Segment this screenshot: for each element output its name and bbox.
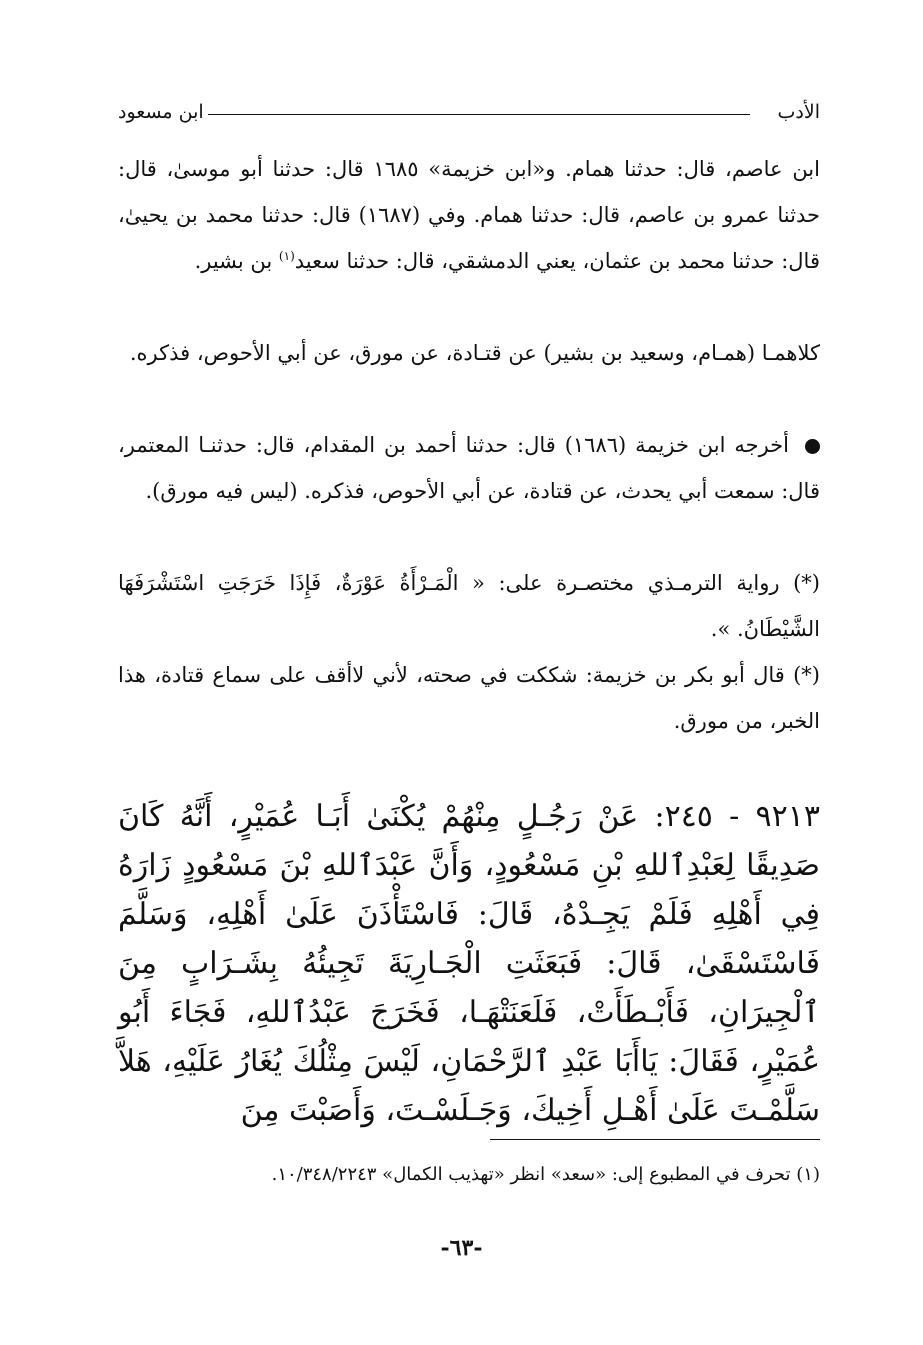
note-ibn-khuzayma: (*) قال أبو بكر بن خزيمة: شككت في صحته، لأني لاأقف على سماع قتادة، هذا الخبر، من مورق.: [118, 663, 820, 733]
header-rule: [208, 114, 750, 115]
page-number: -٦٣-: [440, 1235, 483, 1261]
running-title: ابن مسعود: [118, 101, 204, 123]
bullet-icon: [805, 439, 820, 454]
isnad-text-tail: بن بشير.: [194, 249, 279, 273]
section-title: الأدب: [777, 101, 820, 123]
isnad-text: ابن عاصم، قال: حدثنا همام. و«ابن خزيمة» ١٦٨٥ قال: حدثنا أبو موسىٰ، قال: حدثنا عمرو بن عاصم، قال: حدثنا همام. وفي (١٦٨٧) قال: حدثنا محمد بن يحيىٰ، قال: حدثنا محمد بن عثمان، يعني الدمشقي، قال: حدثنا سعيد: [118, 157, 820, 273]
footnote: (١) تحرف في المطبوع إلى: «سعد» انظر «تهذيب الكمال» ١٠/٣٤٨/٢٢٤٣.: [271, 1164, 820, 1185]
takhrij-text: أخرجه ابن خزيمة (١٦٨٦) قال: حدثنا أحمد بن المقدام، قال: حدثنـا المعتمر، قال: سمعت أبي يحدث، عن قتادة، عن أبي الأحوص، فذكره. (ليس فيه مورق).: [118, 433, 820, 503]
running-header: [118, 98, 820, 128]
isnad-paragraph-1: [118, 146, 820, 284]
note-tirmidhi: (*) رواية الترمـذي مختصـرة على: « الْمَـرْأَةُ عَوْرَةٌ، فَإِذَا خَرَجَتِ اسْتَشْرَفَهَا الشَّيْطَانُ. ».: [118, 571, 820, 641]
takhrij-paragraph: [118, 422, 820, 514]
footnote-rule: [490, 1139, 820, 1140]
isnad-paragraph-2: كلاهمـا (همـام، وسعيد بن بشير) عن قتـادة، عن مورق، عن أبي الأحوص، فذكره.: [129, 341, 820, 365]
footnote-reference[interactable]: (١): [278, 249, 295, 263]
hadith-text: ٩٢١٣ - ٢٤٥: عَنْ رَجُـلٍ مِنْهُمْ يُكْنَىٰ أَبَـا عُمَيْرٍ، أَنَّهُ كَانَ صَدِيقًا لِعَبْدِٱللهِ بْنِ مَسْعُودٍ، وَأَنَّ عَبْدَٱللهِ بْنَ مَسْعُودٍ زَارَهُ فِي أَهْلِهِ فَلَمْ يَجِـدْهُ، قَالَ: فَاسْتَأْذَنَ عَلَىٰ أَهْلِهِ، وَسَلَّمَ فَاسْتَسْقَىٰ، قَالَ: فَبَعَثَتِ الْجَـارِيَةَ تَجِيئُهُ بِشَـرَابٍ مِنَ ٱلْجِيرَانِ، فَأَبْـطَأَتْ، فَلَعَنَتْهَـا، فَخَرَجَ عَبْدُٱللهِ، فَجَاءَ أَبُو عُمَيْرٍ، فَقَالَ: يَاأَبَا عَبْدِ ٱلرَّحْمَانِ، لَيْسَ مِثْلُكَ يُغَارُ عَلَيْهِ، هَلاَّ سَلَّمْـتَ عَلَىٰ أَهْـلِ أَخِيكَ، وَجَـلَسْـتَ، وَأَصَبْتَ مِنَ: [118, 799, 820, 1128]
